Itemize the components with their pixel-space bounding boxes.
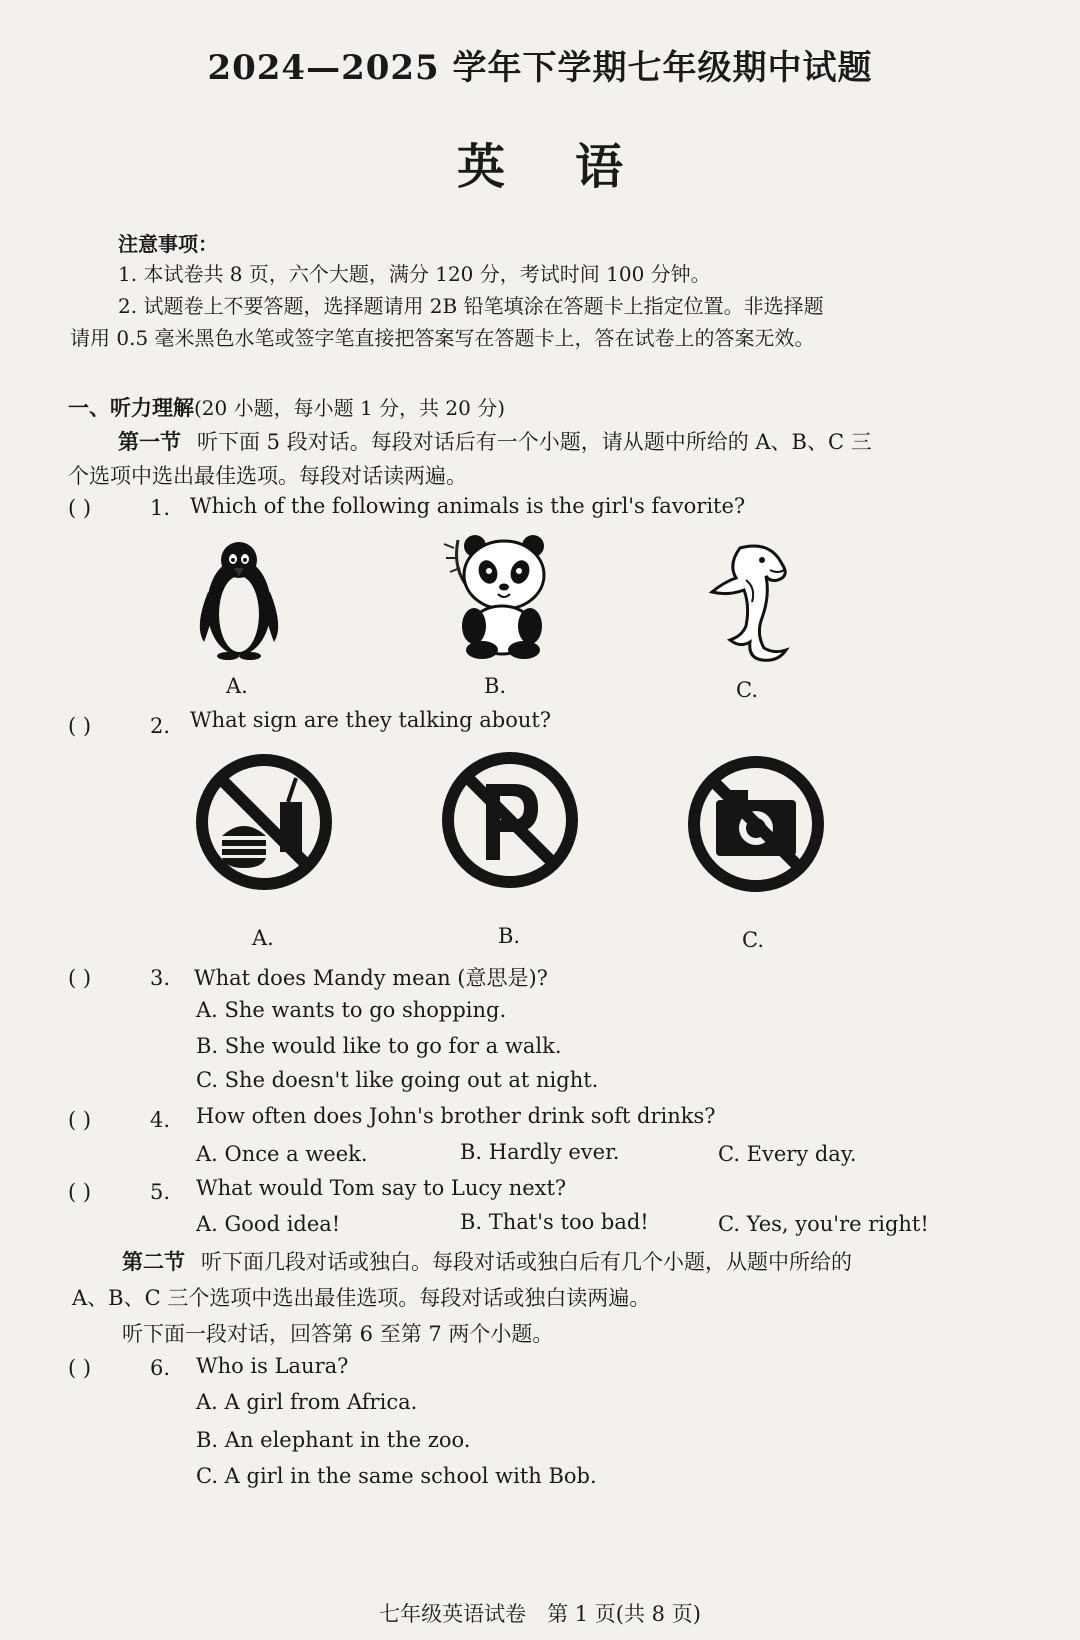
- answer-blank-q4: ( ): [68, 1108, 92, 1132]
- section1-line2: 个选项中选出最佳选项。每段对话读两遍。: [68, 464, 467, 488]
- q1-number: 1.: [150, 496, 171, 520]
- q3-option-c: C. She doesn't like going out at night.: [196, 1068, 599, 1092]
- section2-label: 第二节: [122, 1249, 185, 1274]
- answer-blank-q2: ( ): [68, 714, 92, 738]
- q6-option-c: C. A girl in the same school with Bob.: [196, 1464, 597, 1488]
- q5-text: What would Tom say to Lucy next?: [196, 1176, 567, 1200]
- q6-option-b: B. An elephant in the zoo.: [196, 1428, 471, 1452]
- no-parking-icon: [438, 748, 583, 893]
- part1-heading-row: [68, 392, 505, 422]
- part1-heading-note: (20 小题，每小题 1 分，共 20 分): [194, 396, 506, 420]
- q2-text: What sign are they talking about?: [190, 708, 552, 732]
- q3-option-b: B. She would like to go for a walk.: [196, 1034, 562, 1058]
- note-item-1: 1. 本试卷共 8 页，六个大题，满分 120 分，考试时间 100 分钟。: [118, 262, 711, 286]
- section1-line1: [118, 426, 872, 456]
- q6-number: 6.: [150, 1356, 171, 1380]
- part1-heading: 一、听力理解: [68, 395, 194, 420]
- section2-text: 听下面几段对话或独白。每段对话或独白后有几个小题，从题中所给的: [201, 1250, 852, 1274]
- section2-instruction: 听下面一段对话，回答第 6 至第 7 两个小题。: [122, 1322, 554, 1346]
- q3-text: What does Mandy mean (意思是)?: [194, 966, 548, 990]
- note-item-2-line1: 2. 试题卷上不要答题，选择题请用 2B 铅笔填涂在答题卡上指定位置。非选择题: [118, 294, 824, 318]
- penguin-icon: [192, 532, 287, 662]
- q4-text: How often does John's brother drink soft drinks?: [196, 1104, 716, 1128]
- q2-option-a-label: A.: [252, 926, 274, 950]
- no-food-drink-icon: [192, 750, 337, 895]
- q4-option-a: A. Once a week.: [196, 1142, 368, 1166]
- no-camera-icon: [684, 752, 829, 897]
- section1-label: 第一节: [118, 429, 181, 454]
- q1-option-b-label: B.: [484, 674, 507, 698]
- q1-text: Which of the following animals is the girl's favorite?: [190, 494, 746, 518]
- answer-blank-q1: ( ): [68, 496, 92, 520]
- subject-title: 英语: [456, 139, 693, 195]
- q2-number: 2.: [150, 714, 171, 738]
- q5-option-a: A. Good idea!: [196, 1212, 341, 1236]
- notes-heading: 注意事项：: [118, 232, 218, 256]
- exam-title: 2024—2025 学年下学期七年级期中试题: [207, 48, 873, 88]
- section2-line2: A、B、C 三个选项中选出最佳选项。每段对话或独白读两遍。: [72, 1286, 651, 1310]
- dolphin-icon: [700, 536, 800, 666]
- q4-option-c: C. Every day.: [718, 1142, 857, 1166]
- note-item-2-line2: 请用 0.5 毫米黑色水笔或签字笔直接把答案写在答题卡上，答在试卷上的答案无效。: [70, 326, 815, 350]
- q1-option-a-label: A.: [226, 674, 248, 698]
- q4-option-b: B. Hardly ever.: [460, 1140, 620, 1164]
- answer-blank-q6: ( ): [68, 1356, 92, 1380]
- q4-number: 4.: [150, 1108, 171, 1132]
- answer-blank-q3: ( ): [68, 966, 92, 990]
- answer-blank-q5: ( ): [68, 1180, 92, 1204]
- page-footer: 七年级英语试卷 第 1 页(共 8 页): [379, 1602, 701, 1626]
- section1-text: 听下面 5 段对话。每段对话后有一个小题，请从题中所给的 A、B、C 三: [197, 430, 872, 454]
- q1-option-c-label: C.: [736, 678, 758, 702]
- q3-number: 3.: [150, 966, 171, 990]
- q3-option-a: A. She wants to go shopping.: [196, 998, 507, 1022]
- q5-option-c: C. Yes, you're right!: [718, 1212, 929, 1236]
- section2-line1: [122, 1246, 852, 1276]
- q2-option-c-label: C.: [742, 928, 764, 952]
- q6-option-a: A. A girl from Africa.: [196, 1390, 418, 1414]
- q6-text: Who is Laura?: [196, 1354, 349, 1378]
- q5-number: 5.: [150, 1180, 171, 1204]
- q5-option-b: B. That's too bad!: [460, 1210, 649, 1234]
- panda-icon: [440, 530, 560, 660]
- q2-option-b-label: B.: [498, 924, 521, 948]
